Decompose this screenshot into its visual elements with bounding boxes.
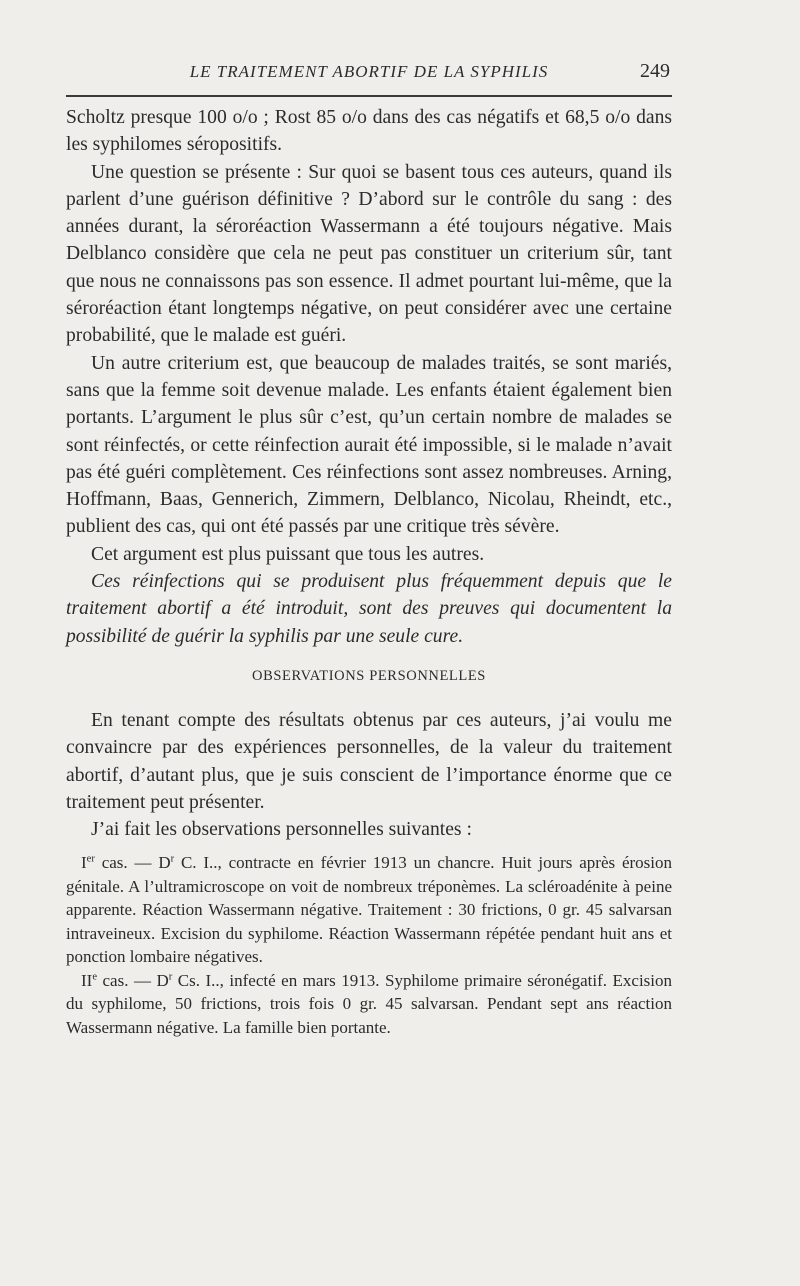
doctor-suffix: r: [170, 853, 175, 865]
running-title: LE TRAITEMENT ABORTIF DE LA SYPHILIS: [189, 62, 549, 81]
paragraph: J’ai fait les observations personnelles suivantes :: [91, 819, 472, 841]
case-text: Cs. I.., infecté en mars 1913. Syphilome primaire séronégatif. Excision du syphilome, 50 frictions, trois fois 0 gr. 45 salvarsan. Pendant sept ans réaction Wassermann négative. La famille bien portante.: [66, 970, 673, 1037]
paragraph: Scholtz presque 100 o/o ; Rost 85 o/o dans des cas négatifs et 68,5 o/o dans les syphilomes séropositifs.: [66, 107, 672, 156]
paragraph: En tenant compte des résultats obtenus par ces auteurs, j’ai voulu me convaincre par des expériences personnelles, de la valeur du traitement abortif, d’autant plus, que je suis conscient de l’importance énorme que ce traitement peut présenter.: [66, 709, 672, 813]
running-header: [66, 58, 672, 88]
paragraph: Un autre criterium est, que beaucoup de malades traités, se sont mariés, sans que la femme soit devenue malade. Les enfants étaient également bien portants. L’argument le plus sûr c’est, qu’un certain nombre de malades se sont réinfectés, or cette réinfection aurait été impossible, si le malade n’avait pas été guéri complètement. Ces réinfections sont assez nombreuses. Arning, Hoffmann, Baas, Gennerich, Zimmern, Delblanco, Nicolau, Rheindt, etc., publient des cas, qui ont été passés par une critique très sévère.: [66, 352, 672, 538]
italic-conclusion: Ces réinfections qui se produisent plus fréquemment depuis que le traitement abortif a été introduit, sont des preuves qui documentent la possibilité de guérir la syphilis par une seule cure.: [66, 571, 672, 647]
page-body: [66, 104, 672, 1039]
case-label: cas. — D: [97, 970, 169, 990]
case-number-suffix: e: [92, 971, 98, 983]
case-text: C. I.., contracte en février 1913 un chancre. Huit jours après érosion génitale. A l’ultramicroscope on voit de nombreux tréponèmes. La scléroadénite à peine apparente. Réaction Wassermann négative. Traitement : 30 frictions, 0 gr. 45 salvarsan intraveineux. Excision du syphilome. Réaction Wassermann répétée pendant huit ans et ponction lombaire négatives.: [66, 853, 672, 967]
doctor-suffix: r: [168, 971, 173, 983]
section-heading: OBSERVATIONS PERSONNELLES: [252, 667, 486, 684]
paragraph: Une question se présente : Sur quoi se basent tous ces auteurs, quand ils parlent d’une guérison définitive ? D’abord sur le contrôle du sang : des années durant, la séroréaction Wassermann a été toujours négative. Mais Delblanco considère que cela ne peut pas constituer un criterium sûr, tant que nous ne connaissons pas son essence. Il admet pourtant lui-même, que la séroréaction étant longtemps négative, on peut considérer avec une certaine probabilité, que le malade est guéri.: [66, 161, 672, 347]
header-rule: [66, 95, 672, 97]
paragraph: Cet argument est plus puissant que tous les autres.: [91, 543, 485, 565]
case-number: I: [81, 853, 87, 873]
case-label: cas. — D: [94, 853, 171, 873]
case-entry: [66, 969, 672, 1040]
case-number: II: [81, 970, 93, 990]
case-number-suffix: er: [86, 853, 95, 865]
case-entry: [66, 851, 672, 969]
case-observations: [66, 851, 672, 1039]
page-number: 249: [640, 60, 670, 82]
